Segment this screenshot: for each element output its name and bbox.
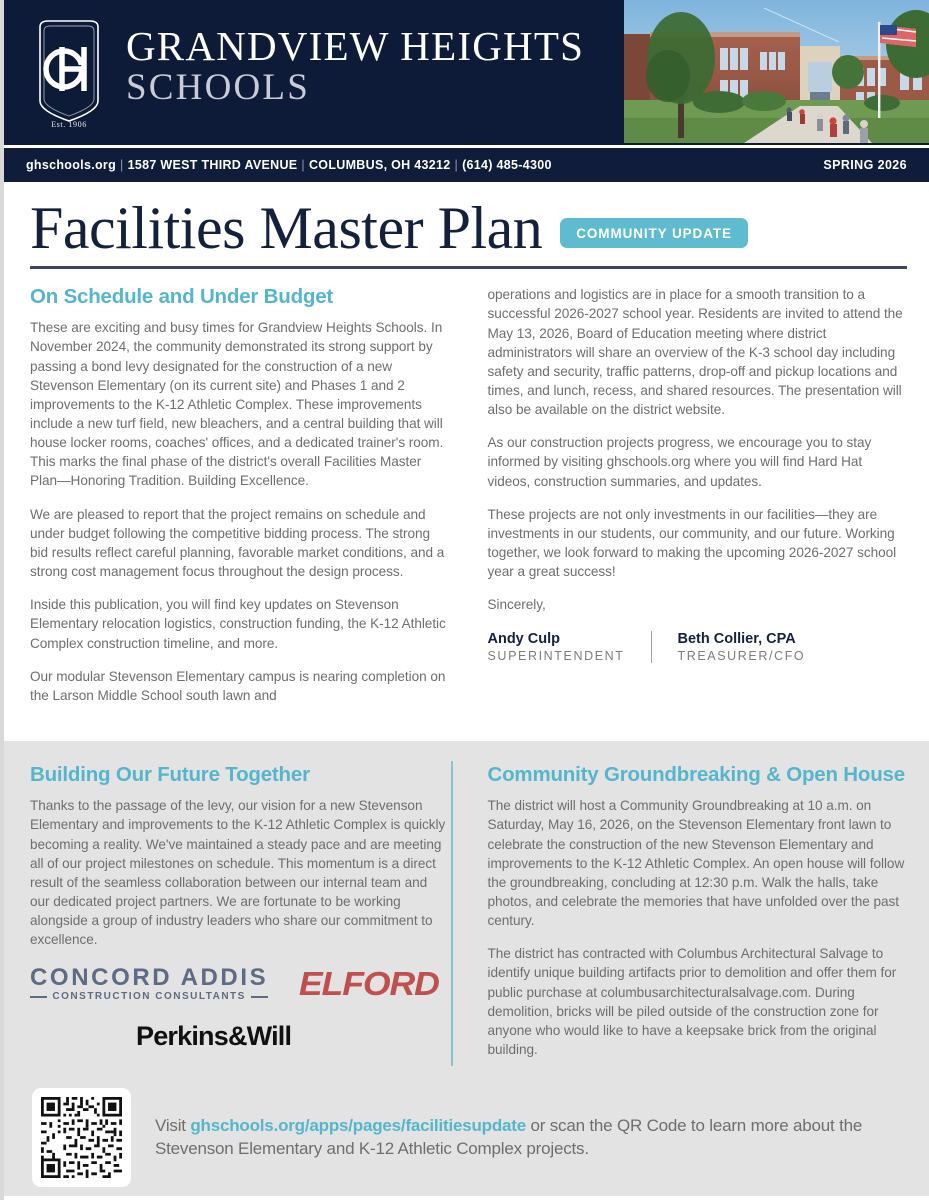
established-year: Est. 1906 (51, 119, 87, 129)
school-rendering-photo (624, 0, 929, 143)
signer-title: TREASURER/CFO (677, 648, 806, 663)
letter-paragraph: These projects are not only investments in our facilities—they are investments in our students, our community, and our future. Working together, we look forward to making the upcoming 2026-2027 school year a great success! (487, 506, 897, 580)
school-crest-logo (26, 17, 112, 129)
rule-left (30, 996, 47, 998)
wordmark-line-2: SCHOOLS (126, 67, 310, 109)
signer-name: Beth Collier, CPA (677, 630, 796, 647)
letter-paragraph: operations and logistics are in place for a smooth transition to a successful 2026-2027 school year. Residents are invited to attend the May 13, 2026, Board of Education meeting where district administrators will share an overview of the K-3 school day including safety and security, traffic patterns, drop-off and pickup locations and times, and lunch, recess, and shared resources. The presentation will also be available on the district website. (487, 287, 903, 418)
rule-right (251, 996, 268, 998)
features-section (4, 741, 929, 1078)
contact-info-bar (4, 145, 929, 182)
superintendent-letter (4, 269, 929, 741)
building-future-column (30, 763, 450, 1078)
letter-paragraph: Inside this publication, you will find key updates on Stevenson Elementary relocation logistics, construction funding, the K-12 Athletic Complex construction timeline, and more. (30, 597, 446, 651)
masthead (4, 0, 929, 145)
issue-season: SPRING 2026 (823, 158, 907, 172)
column-divider (451, 761, 453, 1066)
signature-treasurer (651, 631, 832, 663)
city-state-zip: COLUMBUS, OH 43212 (308, 158, 451, 172)
wordmark (126, 22, 585, 120)
letter-paragraph: These are exciting and busy times for Grandview Heights Schools. In November 2024, the community demonstrated its strong support by passing a bond levy designated for the construction of a new Stevenson Elementary (on its current site) and Phases 1 and 2 improvements to the K-12 Athletic Complex. These improvements include a new turf field, new bleachers, and a central building that will house locker rooms, coaches' offices, and a dedicated trainer's room. This marks the final phase of the district's overall Facilities Master Plan—Honoring Tradition. Building Excellence. (30, 320, 444, 489)
groundbreaking-paragraph: The district has contracted with Columbus Architectural Salvage to identify unique building artifacts prior to demolition and offer them for public purchase at columbusarchitecturalsalvage.com. During demolition, bricks will be piled outside of the construction zone for anyone who would like to have a keepsake brick from the original building. (487, 946, 897, 1058)
building-future-heading: Building Our Future Together (30, 763, 310, 787)
footer-prefix: Visit (155, 1115, 191, 1135)
letter-closing: Sincerely, (487, 597, 546, 613)
signature-superintendent (488, 631, 651, 663)
title-block (4, 182, 929, 259)
concord-addis-logo (30, 966, 268, 1002)
groundbreaking-paragraph: The district will host a Community Groundbreaking at 10 a.m. on Saturday, May 16, 2026, on the Stevenson Elementary front lawn to celebrate the construction of the new Stevenson Elementary and improvements to the K-12 Athletic Complex. An open house will follow the groundbreaking, concluding at 12:30 p.m. Walk the halls, take photos, and celebrate the memories that have unfolded over the past century. (487, 798, 905, 929)
contact-info-group (26, 158, 552, 172)
street-address: 1587 WEST THIRD AVENUE (127, 158, 298, 172)
footer-message (155, 1114, 907, 1161)
qr-code-card (32, 1088, 131, 1187)
qr-footer (4, 1078, 929, 1196)
groundbreaking-column (488, 763, 908, 1078)
groundbreaking-heading: Community Groundbreaking & Open House (487, 763, 905, 787)
letter-paragraph: We are pleased to report that the project remains on schedule and under budget following the competitive bidding process. The strong bid results reflect careful planning, favorable market conditions, and a strong cost management focus throughout the design process. (30, 506, 445, 580)
phone-number[interactable]: (614) 485-4300 (462, 158, 552, 172)
signer-name: Andy Culp (487, 630, 560, 647)
perkins-will-logo: Perkins&Will (136, 1021, 292, 1052)
title-row (30, 195, 907, 261)
separator-2: | (301, 158, 305, 172)
facilities-update-link[interactable]: ghschools.org/apps/pages/facilitiesupdate (190, 1115, 526, 1135)
letter-column-left (30, 285, 450, 741)
letter-heading: On Schedule and Under Budget (30, 285, 334, 309)
wordmark-line-1: GRANDVIEW HEIGHTS (126, 22, 585, 69)
letter-paragraph: As our construction projects progress, we encourage you to stay informed by visiting ghschools.org where you will find Hard Hat videos, construction summaries, and updates. (487, 435, 872, 489)
letter-paragraph: Our modular Stevenson Elementary campus is nearing completion on the Larson Middle School south lawn and (30, 668, 446, 703)
signer-title: SUPERINTENDENT (487, 648, 625, 663)
masthead-branding (4, 0, 624, 145)
page-title: Facilities Master Plan (30, 195, 543, 261)
qr-code-icon (41, 1097, 122, 1178)
separator-3: | (454, 158, 459, 172)
partner-logos (30, 965, 450, 1052)
website-link[interactable]: ghschools.org (26, 158, 117, 172)
separator-1: | (120, 158, 124, 172)
concord-addis-name: CONCORD ADDIS (30, 964, 269, 992)
status-badge: COMMUNITY UPDATE (560, 218, 748, 248)
partner-logo-row (30, 965, 450, 1003)
signature-block (488, 631, 908, 663)
concord-addis-tagline: CONSTRUCTION CONSULTANTS (52, 991, 246, 1003)
elford-logo: ELFORD (299, 965, 440, 1003)
letter-column-right (488, 285, 908, 741)
building-future-paragraph: Thanks to the passage of the levy, our vision for a new Stevenson Elementary and improvements to the K-12 Athletic Complex is quickly becoming a reality. We've maintained a steady pace and are meeting all of our project milestones on schedule. This momentum is a direct result of the seamless collaboration between our internal team and our dedicated project partners. We are fortunate to be working alongside a group of industry leaders who share our commitment to excellence. (30, 798, 446, 948)
concord-addis-tagline-row (30, 992, 268, 1002)
footer-suffix: or scan the QR Code to learn more about the Stevenson Elementary and K-12 Athletic Complex projects. (155, 1115, 863, 1159)
